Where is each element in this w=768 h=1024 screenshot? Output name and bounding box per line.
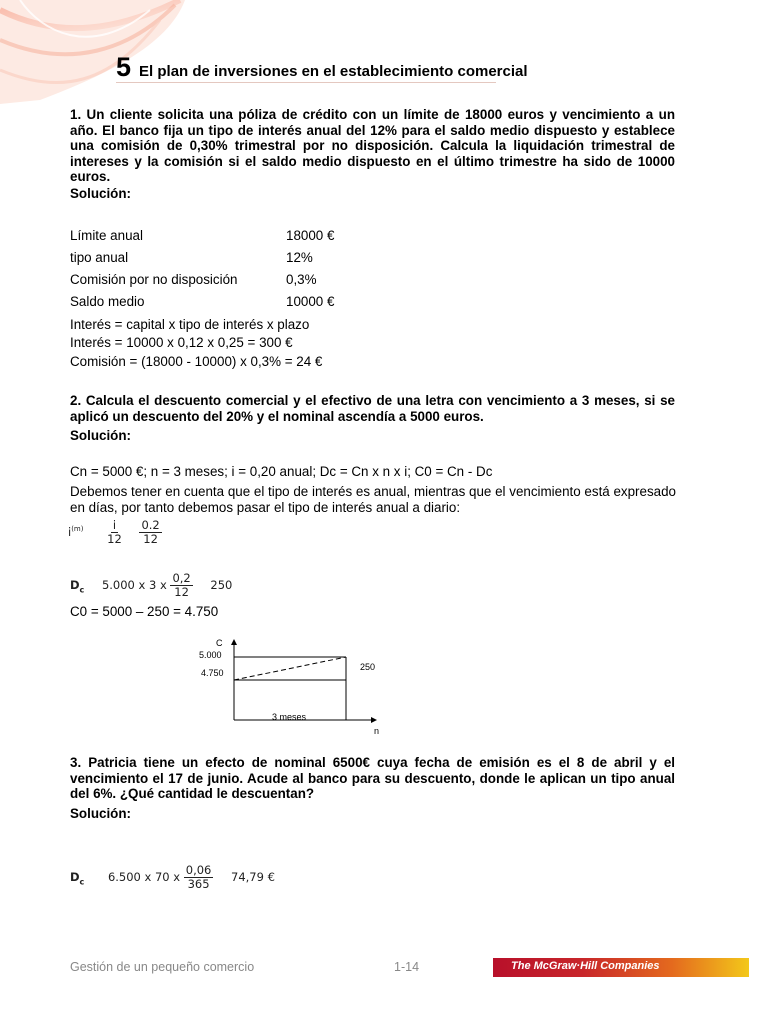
calc-line: Cn = 5000 €; n = 3 meses; i = 0,20 anual; Dc = Cn x n x i; C0 = Cn - Dc	[70, 464, 493, 479]
y-axis-label: C	[216, 638, 223, 648]
formula-expr: 5.000 x 3 x	[101, 578, 167, 592]
bottom-value-label: 4.750	[201, 668, 224, 678]
formula-discount-3	[70, 864, 275, 891]
chapter-title: El plan de inversiones en el establecimiento comercial	[139, 63, 528, 80]
formula-lhs: D	[70, 870, 80, 884]
fraction-num: 0.2	[141, 518, 160, 532]
solution-label-1: Solución:	[70, 186, 131, 201]
question-3: 3. Patricia tiene un efecto de nominal 6500€ cuya fecha de emisión es el 8 de abril y el vencimiento el 17 de junio. Acude al banco para su descuento, donde le aplican un tipo anual del 6%. ¿Qué cantidad le descuentan?	[70, 755, 675, 801]
fraction-den: 12	[107, 532, 122, 546]
question-2: 2. Calcula el descuento comercial y el efectivo de una letra con vencimiento a 3 meses, si se aplicó un descuento del 20% y el nominal ascendía a 5000 euros.	[70, 393, 675, 424]
footer-page-number: 1-14	[394, 960, 420, 974]
formula-lhs: i	[68, 525, 72, 539]
row-label: Comisión por no disposición	[70, 272, 238, 287]
fraction-den: 365	[187, 877, 210, 891]
solution-label-2: Solución:	[70, 428, 131, 443]
data-row	[70, 294, 335, 309]
formula-result: 74,79 €	[231, 870, 275, 884]
formula-daily-rate	[68, 519, 162, 546]
footer-book-title: Gestión de un pequeño comercio	[70, 960, 255, 974]
formula-sub: c	[79, 877, 85, 887]
data-row	[70, 272, 317, 287]
row-label: Saldo medio	[70, 294, 145, 309]
chapter-number: 5	[116, 52, 132, 82]
calc-line: Interés = capital x tipo de interés x plazo	[70, 317, 310, 332]
explanation-text: Debemos tener en cuenta que el tipo de interés es anual, mientras que el vencimiento está expresado en días, por tanto debemos pasar el tipo de interés anual a diario:	[70, 484, 676, 515]
discount-graph	[190, 632, 390, 737]
calc-line: Interés = 10000 x 0,12 x 0,25 = 300 €	[70, 335, 293, 350]
chapter-divider	[116, 82, 496, 83]
formula-expr: 6.500 x 70 x	[107, 870, 181, 884]
fraction-den: 12	[143, 532, 158, 546]
formula-sub: c	[79, 585, 85, 595]
period-label: 3 meses	[272, 712, 307, 722]
fraction-num: 0,2	[172, 571, 191, 585]
formula-lhs: D	[70, 578, 80, 592]
calc-line: Comisión = (18000 - 10000) x 0,3% = 24 €	[70, 354, 323, 369]
row-label: tipo anual	[70, 250, 129, 265]
publisher-logo	[493, 958, 749, 977]
top-value-label: 5.000	[199, 650, 222, 660]
formula-discount	[70, 572, 232, 599]
c0-line: C0 = 5000 – 250 = 4.750	[70, 604, 219, 619]
row-value: 10000 €	[286, 294, 335, 309]
row-value: 12%	[286, 250, 313, 265]
formula-result: 250	[210, 578, 233, 592]
formula-sup: (m)	[71, 525, 84, 534]
fraction-num: i	[112, 518, 117, 532]
publisher-name: The McGraw·Hill Companies	[511, 960, 660, 972]
growth-dashed-line	[234, 657, 346, 680]
solution-label-3: Solución:	[70, 806, 131, 821]
data-row	[70, 250, 313, 265]
fraction-num: 0,06	[185, 863, 212, 877]
data-row	[70, 228, 335, 243]
question-1: 1. Un cliente solicita una póliza de crédito con un límite de 18000 euros y vencimiento a un año. El banco fija un tipo de interés anual del 12% para el saldo medio dispuesto y establece una comisión de 0,30% trimestral por no disposición. Calcula la liquidación trimestral de intereses y la comisión si el saldo medio dispuesto en el último trimestre ha sido de 10000 euros.	[70, 107, 675, 184]
fraction-den: 12	[174, 585, 189, 599]
row-value: 18000 €	[286, 228, 335, 243]
chapter-heading	[116, 52, 528, 83]
difference-label: 250	[360, 662, 376, 672]
x-axis-label: n	[374, 726, 380, 736]
row-label: Límite anual	[70, 228, 143, 243]
row-value: 0,3%	[286, 272, 317, 287]
